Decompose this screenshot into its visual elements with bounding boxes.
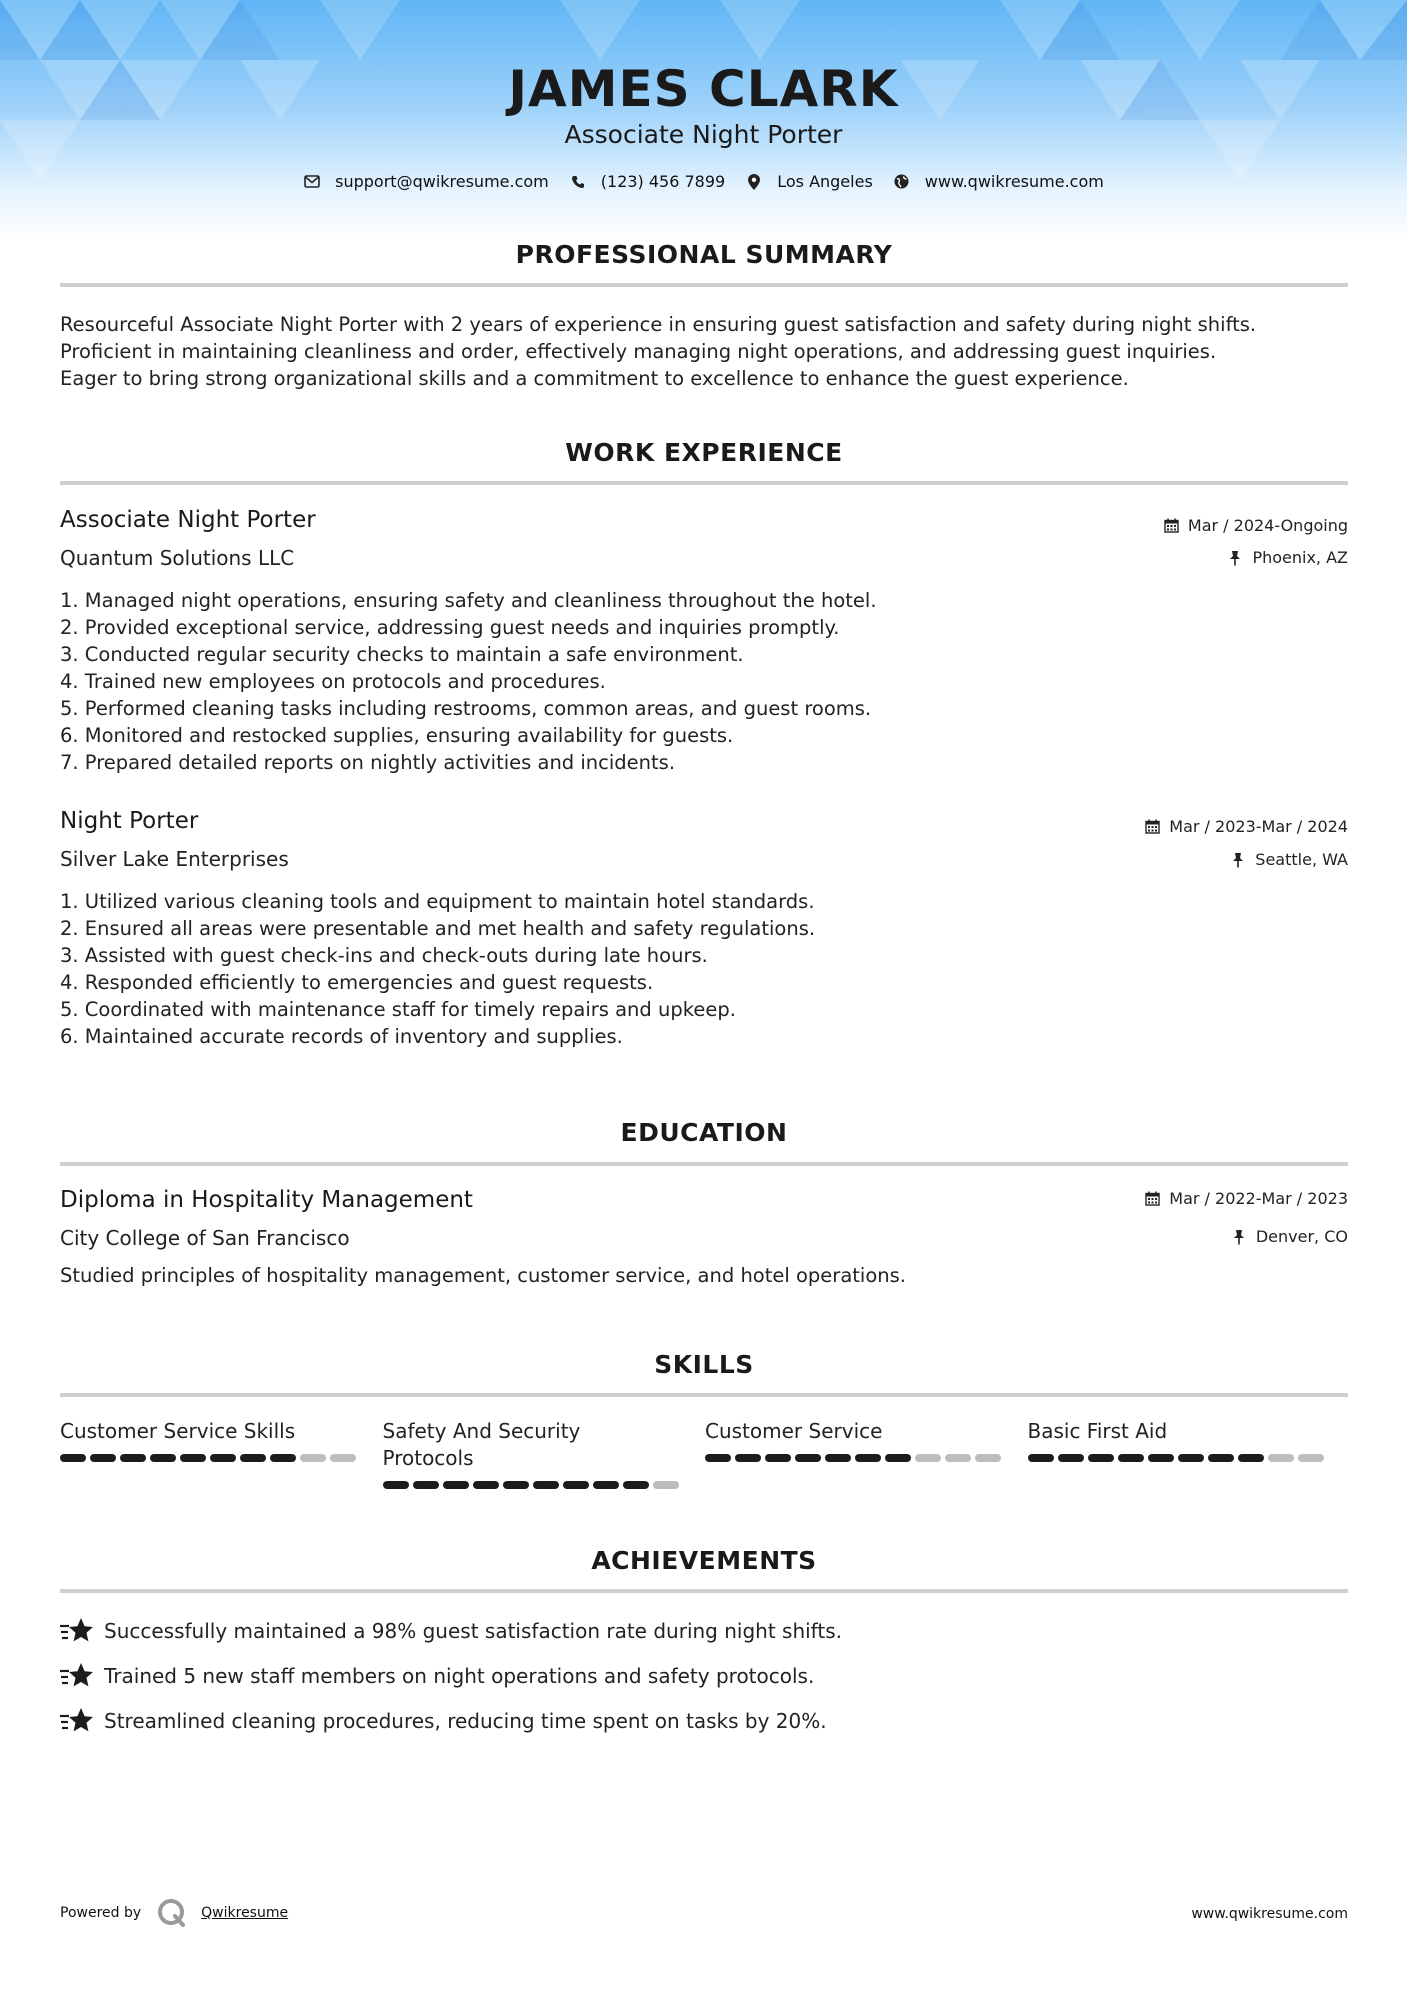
job-company: Quantum Solutions LLC [60, 546, 295, 570]
footer-powered-by [60, 1898, 288, 1928]
skill-segment-filled [503, 1481, 529, 1489]
skill-segment-empty [653, 1481, 679, 1489]
duty-item: 6. Monitored and restocked supplies, ensuring availability for guests. [60, 724, 734, 747]
phone-text: (123) 456 7899 [600, 172, 726, 191]
skill-segment-filled [1028, 1454, 1054, 1462]
skill-segment-filled [443, 1481, 469, 1489]
skill-segment-empty [975, 1454, 1001, 1462]
education-location [1232, 1227, 1348, 1246]
job-location [1231, 850, 1348, 869]
duty-item: 5. Performed cleaning tasks including restrooms, common areas, and guest rooms. [60, 697, 872, 720]
skill-segment-filled [90, 1454, 116, 1462]
contact-phone[interactable] [569, 172, 725, 191]
star-icon [60, 1706, 94, 1736]
skill-level-bar [705, 1454, 1028, 1462]
skill-level-bar [383, 1481, 706, 1489]
skill-segment-filled [1238, 1454, 1264, 1462]
skill-segment-filled [150, 1454, 176, 1462]
calendar-icon [1145, 819, 1161, 835]
summary-line: Resourceful Associate Night Porter with 2 years of experience in ensuring guest satisfaction and safety during night shifts. [60, 313, 1257, 336]
skill-segment-filled [1148, 1454, 1174, 1462]
duty-item: 6. Maintained accurate records of inventory and supplies. [60, 1025, 623, 1048]
skill-segment-filled [1118, 1454, 1144, 1462]
education-divider [60, 1162, 1348, 1166]
skill-segment-filled [270, 1454, 296, 1462]
job-company: Silver Lake Enterprises [60, 847, 289, 871]
skill-segment-filled [120, 1454, 146, 1462]
education-location-text: Denver, CO [1255, 1227, 1348, 1246]
contact-location [745, 172, 873, 191]
skill-segment-filled [473, 1481, 499, 1489]
skill-segment-empty [330, 1454, 356, 1462]
skill-item [60, 1418, 383, 1489]
duty-item: 3. Assisted with guest check-ins and check-outs during late hours. [60, 944, 708, 967]
skill-segment-filled [210, 1454, 236, 1462]
achievements-divider [60, 1589, 1348, 1593]
phone-icon [569, 173, 587, 191]
achievement-item [60, 1616, 842, 1646]
education-school: City College of San Francisco [60, 1226, 350, 1250]
job-title: Associate Night Porter [60, 507, 316, 533]
job-dates-text: Mar / 2023-Mar / 2024 [1169, 817, 1348, 836]
job-location-text: Phoenix, AZ [1252, 548, 1348, 567]
summary-divider [60, 283, 1348, 287]
skill-segment-filled [1208, 1454, 1234, 1462]
job-dates [1145, 817, 1348, 836]
skill-segment-filled [240, 1454, 266, 1462]
skill-item [383, 1418, 706, 1489]
job-location [1228, 548, 1348, 567]
skill-segment-filled [1178, 1454, 1204, 1462]
location-text: Los Angeles [777, 172, 873, 191]
achievement-text: Successfully maintained a 98% guest satisfaction rate during night shifts. [104, 1619, 842, 1643]
duty-item: 3. Conducted regular security checks to maintain a safe environment. [60, 643, 744, 666]
achievement-item [60, 1661, 814, 1691]
skill-segment-filled [705, 1454, 731, 1462]
qwikresume-logo-icon [157, 1898, 187, 1928]
skill-segment-empty [300, 1454, 326, 1462]
skill-segment-empty [1298, 1454, 1324, 1462]
footer-website[interactable]: www.qwikresume.com [1191, 1906, 1348, 1922]
skill-item [1028, 1418, 1351, 1489]
skill-segment-filled [383, 1481, 409, 1489]
skill-name: Safety And Security Protocols [382, 1419, 581, 1470]
skill-segment-empty [915, 1454, 941, 1462]
pushpin-icon [1228, 550, 1244, 566]
skills-heading: SKILLS [654, 1350, 754, 1379]
envelope-icon [303, 173, 321, 191]
skill-segment-filled [1088, 1454, 1114, 1462]
calendar-icon [1164, 518, 1180, 534]
job-duties [60, 888, 1260, 1050]
education-degree: Diploma in Hospitality Management [60, 1187, 473, 1213]
contact-email[interactable] [303, 172, 549, 191]
map-pin-icon [745, 173, 763, 191]
skill-segment-filled [413, 1481, 439, 1489]
skill-segment-filled [825, 1454, 851, 1462]
skill-segment-filled [735, 1454, 761, 1462]
contact-bar [0, 172, 1407, 191]
duty-item: 7. Prepared detailed reports on nightly activities and incidents. [60, 751, 676, 774]
job-duties [60, 587, 1260, 776]
skill-segment-filled [795, 1454, 821, 1462]
education-heading: EDUCATION [620, 1118, 788, 1147]
skill-name: Customer Service [705, 1419, 883, 1443]
experience-divider [60, 481, 1348, 485]
email-text: support@qwikresume.com [335, 172, 549, 191]
education-dates-text: Mar / 2022-Mar / 2023 [1169, 1189, 1348, 1208]
skill-segment-empty [945, 1454, 971, 1462]
achievement-text: Trained 5 new staff members on night operations and safety protocols. [104, 1664, 815, 1688]
duty-item: 4. Trained new employees on protocols and procedures. [60, 670, 606, 693]
achievement-text: Streamlined cleaning procedures, reducing time spent on tasks by 20%. [104, 1709, 827, 1733]
qwikresume-link[interactable]: Qwikresume [201, 1905, 289, 1921]
experience-heading: WORK EXPERIENCE [565, 438, 843, 467]
skill-name: Customer Service Skills [60, 1419, 296, 1443]
pushpin-icon [1231, 852, 1247, 868]
website-text: www.qwikresume.com [924, 172, 1104, 191]
skill-level-bar [1028, 1454, 1351, 1462]
skill-level-bar [60, 1454, 383, 1462]
skill-segment-filled [60, 1454, 86, 1462]
job-dates-text: Mar / 2024-Ongoing [1187, 516, 1348, 535]
summary-line: Proficient in maintaining cleanliness and order, effectively managing night operations, and addressing guest inquiries. [60, 340, 1217, 363]
duty-item: 2. Ensured all areas were presentable and met health and safety regulations. [60, 917, 816, 940]
skills-grid [60, 1418, 1350, 1489]
skill-segment-filled [765, 1454, 791, 1462]
skill-segment-filled [593, 1481, 619, 1489]
summary-text [60, 311, 1350, 392]
candidate-name: JAMES CLARK [508, 60, 899, 118]
skill-segment-empty [1268, 1454, 1294, 1462]
skill-segment-filled [563, 1481, 589, 1489]
skill-segment-filled [1058, 1454, 1084, 1462]
job-location-text: Seattle, WA [1255, 850, 1348, 869]
skill-segment-filled [885, 1454, 911, 1462]
job-title: Night Porter [60, 808, 199, 834]
star-icon [60, 1661, 94, 1691]
skill-segment-filled [180, 1454, 206, 1462]
education-dates [1145, 1189, 1348, 1208]
pushpin-icon [1232, 1229, 1248, 1245]
skill-segment-filled [623, 1481, 649, 1489]
summary-line: Eager to bring strong organizational skills and a commitment to excellence to enhance the guest experience. [60, 367, 1129, 390]
candidate-title: Associate Night Porter [564, 120, 843, 149]
duty-item: 1. Managed night operations, ensuring safety and cleanliness throughout the hotel. [60, 589, 877, 612]
education-description: Studied principles of hospitality management, customer service, and hotel operations. [60, 1264, 906, 1287]
skill-segment-filled [855, 1454, 881, 1462]
achievements-heading: ACHIEVEMENTS [591, 1546, 817, 1575]
duty-item: 2. Provided exceptional service, addressing guest needs and inquiries promptly. [60, 616, 840, 639]
summary-heading: PROFESSIONAL SUMMARY [515, 240, 893, 269]
skills-divider [60, 1393, 1348, 1397]
duty-item: 5. Coordinated with maintenance staff for timely repairs and upkeep. [60, 998, 736, 1021]
calendar-icon [1145, 1191, 1161, 1207]
contact-website[interactable] [893, 172, 1104, 191]
star-icon [60, 1616, 94, 1646]
achievement-item [60, 1706, 827, 1736]
powered-by-label: Powered by [60, 1905, 142, 1921]
skill-segment-filled [533, 1481, 559, 1489]
duty-item: 4. Responded efficiently to emergencies and guest requests. [60, 971, 654, 994]
skill-name: Basic First Aid [1027, 1419, 1168, 1443]
job-dates [1164, 516, 1348, 535]
globe-icon [893, 173, 911, 191]
duty-item: 1. Utilized various cleaning tools and equipment to maintain hotel standards. [60, 890, 815, 913]
skill-item [705, 1418, 1028, 1489]
